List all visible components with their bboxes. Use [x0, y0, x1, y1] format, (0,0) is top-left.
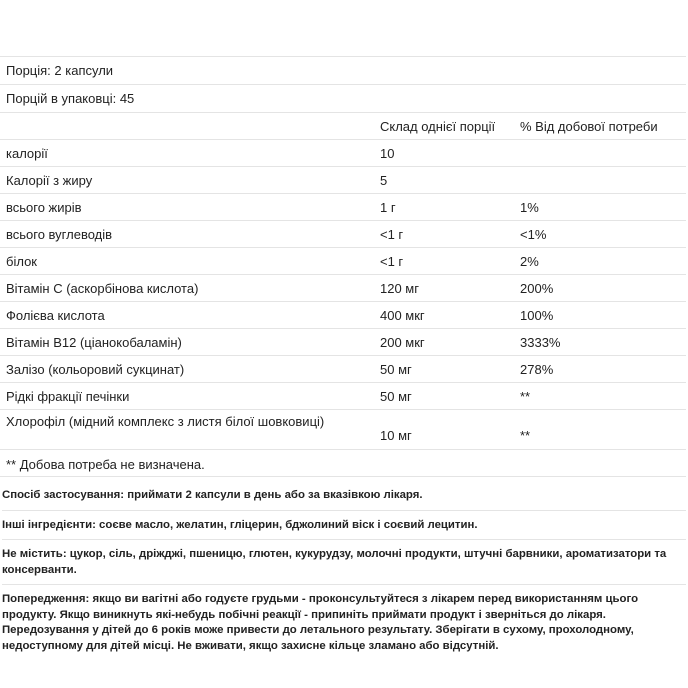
- usage-note: Спосіб застосування: приймати 2 капсули в день або за вказівкою лікаря.: [2, 486, 686, 511]
- serving-size-row: [0, 56, 686, 84]
- nutrient-name: Фолієва кислота: [6, 308, 105, 323]
- header-amount: Склад однієї порції: [380, 119, 496, 134]
- nutrient-name: Вітамін C (аскорбінова кислота): [6, 281, 199, 296]
- amount-per-serving: 1 г: [380, 200, 396, 215]
- warning-note: Попередження: якщо ви вагітні або годуєте грудьми - проконсультуйтеся з лікарем перед використанням цього продукту. Якщо виникнуть які-небудь побічні реакції - припиніть приймати продукт і зверніться до лікаря. Передозування у дітей до 6 років може привести до летального результату. Зберігати в сухому, прохолодному, недоступному для дітей місці. Не вживати, якщо захисне кільце зламано або відсутній.: [2, 593, 639, 652]
- daily-value: 100%: [520, 308, 554, 323]
- nutrient-name: Вітамін B12 (ціанокобаламін): [6, 335, 182, 350]
- nutrient-name: Рідкі фракції печінки: [6, 389, 130, 404]
- supplement-facts-table: [0, 56, 686, 477]
- amount-per-serving: 10 мг: [380, 428, 412, 443]
- amount-per-serving: <1 г: [380, 254, 404, 269]
- footnote-row: [0, 449, 686, 477]
- header-daily-value: % Від добової потреби: [520, 119, 658, 134]
- daily-value: 1%: [520, 200, 539, 215]
- daily-value: 278%: [520, 362, 554, 377]
- amount-per-serving: 200 мкг: [380, 335, 425, 350]
- serving-size: Порція: 2 капсули: [6, 63, 114, 78]
- table-row: [0, 301, 686, 328]
- table-header-row: [0, 112, 686, 139]
- daily-value: **: [520, 428, 531, 443]
- amount-per-serving: 50 мг: [380, 362, 412, 377]
- daily-value: 2%: [520, 254, 539, 269]
- amount-per-serving: 50 мг: [380, 389, 412, 404]
- footnote: ** Добова потреба не визначена.: [6, 457, 205, 472]
- amount-per-serving: 120 мг: [380, 281, 419, 296]
- servings-per-container: Порцій в упаковці: 45: [6, 91, 135, 106]
- amount-per-serving: 10: [380, 146, 395, 161]
- table-row: [0, 139, 686, 166]
- nutrient-name: Калорії з жиру: [6, 173, 93, 188]
- does-not-contain-note: Не містить: цукор, сіль, дріжджі, пшеницю, глютен, кукурудзу, молочні продукти, штучні барвники, ароматизатори та консерванти.: [2, 545, 686, 585]
- amount-per-serving: <1 г: [380, 227, 404, 242]
- servings-per-container-row: [0, 84, 686, 112]
- table-row: [0, 247, 686, 274]
- table-row: [0, 220, 686, 247]
- nutrient-name: всього жирів: [6, 200, 82, 215]
- table-row: [0, 193, 686, 220]
- table-row: [0, 274, 686, 301]
- table-row: [0, 382, 686, 409]
- daily-value: **: [520, 389, 531, 404]
- nutrient-name: всього вуглеводів: [6, 227, 113, 242]
- table-row: [0, 166, 686, 193]
- daily-value: <1%: [520, 227, 547, 242]
- table-row: [0, 355, 686, 382]
- nutrient-name: Залізо (кольоровий сукцинат): [6, 362, 185, 377]
- other-ingredients-note: Інші інгредієнти: соєве масло, желатин, гліцерин, бджолиний віск і соєвий лецитин.: [2, 516, 686, 541]
- daily-value: 200%: [520, 281, 554, 296]
- amount-per-serving: 5: [380, 173, 388, 188]
- daily-value: 3333%: [520, 335, 561, 350]
- nutrient-name: Хлорофіл (мідний комплекс з листя білої шовковиці): [6, 414, 325, 429]
- amount-per-serving: 400 мкг: [380, 308, 425, 323]
- nutrient-name: білок: [6, 254, 37, 269]
- table-row: [0, 409, 686, 449]
- table-row: [0, 328, 686, 355]
- nutrient-name: калорії: [6, 146, 48, 161]
- product-notes: [2, 486, 686, 665]
